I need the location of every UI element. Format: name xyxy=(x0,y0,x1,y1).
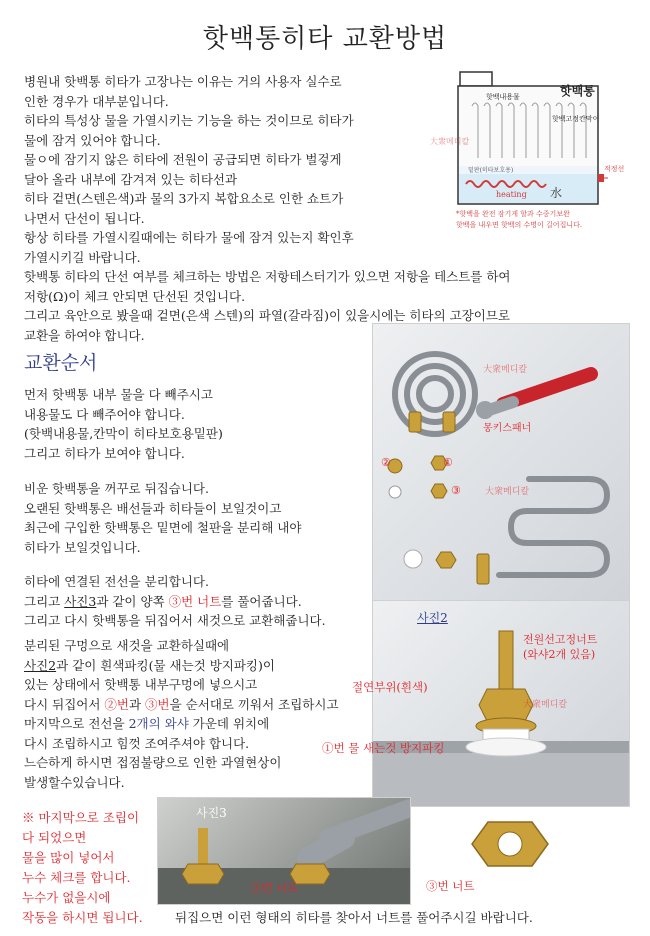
label-packing: ①번 물 새는것 방지파킹 xyxy=(322,741,445,755)
photo-3-wrench xyxy=(157,797,411,905)
intro-line: 저항(Ω)이 체크 안되면 단선된 것입니다. xyxy=(24,288,246,304)
step1-line: 내용물도 다 빼주어야 합니다. xyxy=(24,406,185,422)
diagram-label-box: 핫백통 xyxy=(560,84,595,98)
diagram-label-partition: 핫백고정칸막이 xyxy=(552,115,600,123)
step4-line: 발생할수있습니다. xyxy=(24,774,125,790)
intro-line: 나면서 단선이 됩니다. xyxy=(24,210,145,226)
note-line: 다 되었으면 xyxy=(22,830,87,845)
intro-line: 히타 겉면(스텐은색)과 물의 3가지 복합요소로 인한 쇼트가 xyxy=(24,191,344,206)
note-line: 누수가 없을시에 xyxy=(22,890,111,905)
step2-paragraph xyxy=(24,479,301,557)
intro-line: 물ㅇ에 잠기지 않은 히타에 전원이 공급되면 히타가 벌겋게 xyxy=(24,152,342,167)
intro-line: 가열시키길 바랍니다. xyxy=(24,249,141,265)
final-note xyxy=(22,808,143,928)
step4-line: 다시 뒤집어서 ②번과 ③번을 순서대로 끼워서 조립하시고 xyxy=(24,696,339,712)
note-line: 누수 체크를 합니다. xyxy=(22,870,131,885)
step1-line: 그리고 히타가 보여야 합니다. xyxy=(24,445,185,461)
note-line: ※ 마지막으로 조립이 xyxy=(22,810,140,825)
label-wrench: 몽키스패너 xyxy=(483,423,532,434)
intro-line: 히타의 특성상 물을 가열시키는 기능을 하는 것이므로 히타가 xyxy=(24,113,354,128)
intro-line: 항상 히타를 가열시킬때에는 히타가 물에 잠겨 있는지 확인후 xyxy=(24,230,354,245)
step1-paragraph xyxy=(24,385,223,463)
label-power-nut: 전원선고정너트 xyxy=(523,633,598,646)
step2-line: 히타가 보일것입니다. xyxy=(24,539,141,555)
label-two-washers: (와샤2개 있음) xyxy=(523,648,596,661)
step1-line: 먼저 핫백통 내부 물을 다 빼주시고 xyxy=(24,387,213,402)
label-part-2: ② xyxy=(381,456,391,469)
step3-line: 그리고 사진3과 같이 양쪽 ③번 너트를 풀어줍니다. xyxy=(24,593,302,609)
intro-line: 교환을 하여야 합니다. xyxy=(24,327,145,343)
intro-line: 핫백통 히타의 단선 여부를 체크하는 방법은 저항테스터기가 있으면 저항을 테스트를 하여 xyxy=(24,269,511,284)
step4-line: 다시 조립하시고 힘껏 조여주셔야 합니다. xyxy=(24,735,250,751)
step4-line: 느슨하게 하시면 접점불량으로 인한 과열현상이 xyxy=(24,755,282,770)
diagram-warning-2: 핫백을 내우면 핫백의 수명이 길어집니다. xyxy=(456,221,583,229)
step4-line: 마지막으로 전선을 2개의 와샤 가운데 위치에 xyxy=(24,716,270,731)
diagram-label-heating: heating xyxy=(496,190,527,199)
watermark: 大衆메디칼 xyxy=(523,700,568,710)
nut3-highlight: ③번 너트 xyxy=(168,593,222,609)
hex-nut-svg xyxy=(470,818,550,870)
photo2-link[interactable]: 사진2 xyxy=(24,657,57,673)
step1-line: (핫백내용물,칸막이 히타보호용밑판) xyxy=(24,426,223,441)
step4-paragraph xyxy=(24,636,339,792)
photo3-link[interactable]: 사진3 xyxy=(64,593,97,609)
intro-line: 인한 경우가 대부분입니다. xyxy=(24,93,169,109)
page-title: 핫백통히타 교환방법 xyxy=(202,24,448,54)
step4-line: 있는 상태에서 핫백통 내부구멍에 넣으시고 xyxy=(24,677,258,692)
diagram-label-plate: 밑판(히타보호용) xyxy=(468,167,514,174)
photo3-caption: 사진3 xyxy=(196,806,227,820)
step3-line: 히타에 연결된 전선을 분리합니다. xyxy=(24,574,209,589)
step3-paragraph xyxy=(24,572,326,631)
section-title: 교환순서 xyxy=(24,352,98,374)
intro-line: 그리고 육안으로 봤을때 겉면(은색 스텐)의 파열(갈라짐)이 있을시에는 히타의 고장이므로 xyxy=(24,308,510,323)
loose-nut-image xyxy=(470,818,550,870)
intro-line: 물에 잠겨 있어야 합니다. xyxy=(24,132,161,148)
step3-line: 그리고 다시 핫백통을 뒤집어서 새것으로 교환해줍니다. xyxy=(24,613,326,628)
intro-line: 병원내 핫백통 히타가 고장나는 이유는 거의 사용자 실수로 xyxy=(24,74,342,89)
intro-line: 달아 올라 내부에 감겨져 있는 히타선과 xyxy=(24,171,238,187)
bottom-caption: 뒤집으면 이런 형태의 히타를 찾아서 너트를 풀어주시길 바랍니다. xyxy=(175,910,533,925)
note-line: 물을 많이 넣어서 xyxy=(22,850,115,865)
label-insulation: 절연부위(흰색) xyxy=(352,680,428,694)
step2-line: 비운 핫백통을 꺼꾸로 뒤집습니다. xyxy=(24,481,209,496)
diagram-label-water-level: 적정선 xyxy=(604,165,625,173)
watermark: 大衆메디칼 xyxy=(483,365,528,375)
photo-2-terminal xyxy=(372,600,630,807)
label-nut3-right: ③번 너트 xyxy=(426,879,475,893)
watermark: 大衆메디칼 xyxy=(485,487,530,497)
label-part-1: ① xyxy=(443,456,453,469)
step4-line: 사진2과 같이 흰색파킹(물 새는것 방지파킹)이 xyxy=(24,657,275,673)
step2-line: 최근에 구입한 핫백통은 밑면에 철판을 분리해 내야 xyxy=(24,520,302,535)
step2-line: 오랜된 핫백통은 배선들과 히타들이 보일것이고 xyxy=(24,500,282,516)
watermark: 大衆메디칼 xyxy=(430,137,470,146)
photo2-caption: 사진2 xyxy=(417,611,448,625)
photo-heater-parts xyxy=(372,323,630,615)
step4-line: 분리된 구멍으로 새것을 교환하실때에 xyxy=(24,638,230,653)
note-line: 작동을 하시면 됩니다. xyxy=(22,910,143,925)
label-nut3-left: ③번 너트 xyxy=(250,881,299,895)
washer-highlight: 2개의 와샤 xyxy=(128,716,189,731)
diagram-label-water: 水 xyxy=(550,186,563,200)
diagram-warning-1: *핫백을 완전 잠기게 할과 수중기보완 xyxy=(456,210,570,218)
hotpack-tank-diagram xyxy=(430,66,625,238)
diagram-label-contents: 핫백내용물 xyxy=(486,93,520,101)
label-part-3: ③ xyxy=(451,484,461,497)
